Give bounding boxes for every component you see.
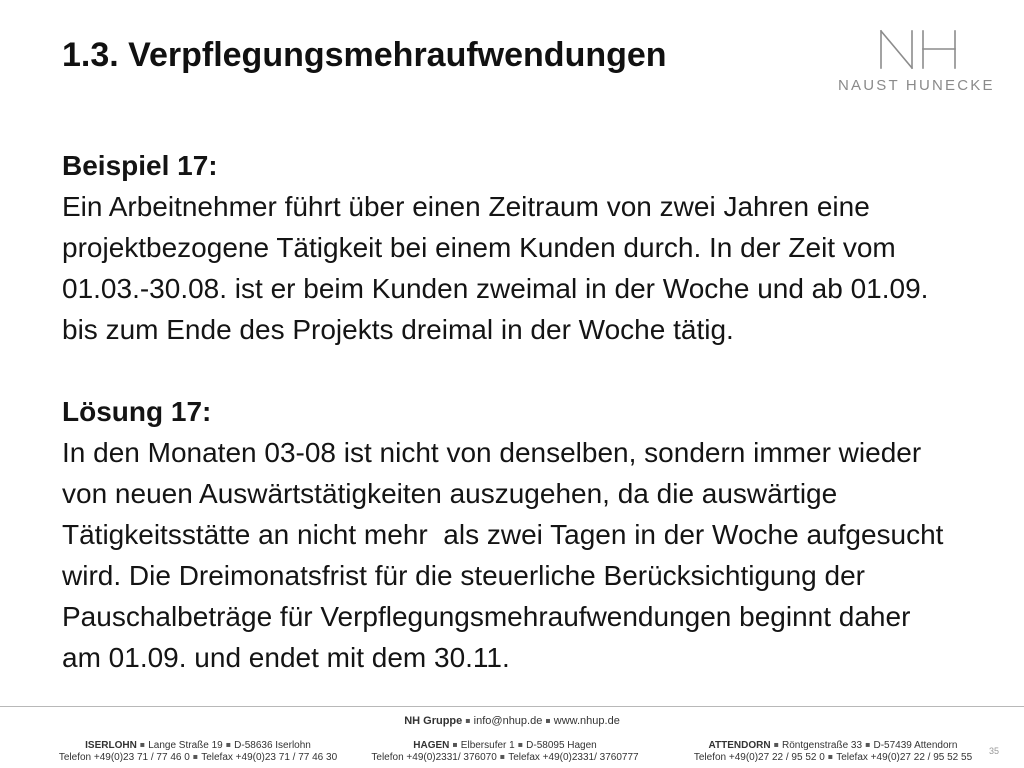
office-street: Lange Straße 19	[148, 740, 223, 751]
example-heading: Beispiel 17:	[62, 150, 218, 181]
separator-bullet: ▪	[192, 752, 199, 761]
office-contact-row	[355, 751, 655, 763]
office-address-row	[683, 739, 983, 751]
office-contact-row	[48, 751, 348, 763]
separator-bullet: ▪	[773, 740, 779, 749]
office-street: Röntgenstraße 33	[782, 740, 863, 751]
nh-logo-monogram	[876, 28, 960, 72]
solution-line: am 01.09. und endet mit dem 30.11.	[62, 642, 510, 673]
separator-bullet: ▪	[465, 716, 471, 725]
office-fax: Telefax +49(0)23 71 / 77 46 30	[201, 752, 338, 763]
office-address-row	[355, 739, 655, 751]
footer-divider	[0, 706, 1024, 707]
separator-bullet: ▪	[545, 716, 551, 725]
slide-title: 1.3. Verpflegungsmehraufwendungen	[62, 36, 667, 74]
office-attendorn	[683, 739, 983, 763]
separator-bullet: ▪	[827, 752, 834, 761]
group-website: www.nhup.de	[553, 715, 620, 727]
separator-bullet: ▪	[139, 740, 146, 749]
example-line: projektbezogene Tätigkeit bei einem Kunden durch. In der Zeit vom	[62, 232, 896, 263]
solution-line: In den Monaten 03-08 ist nicht von denselben, sondern immer wieder	[62, 437, 922, 468]
group-name: NH Gruppe	[404, 715, 463, 727]
office-postal: D-58095 Hagen	[526, 740, 597, 751]
office-city: ISERLOHN	[85, 740, 137, 751]
example-line: Ein Arbeitnehmer führt über einen Zeitraum von zwei Jahren eine	[62, 191, 870, 222]
example-line: bis zum Ende des Projekts dreimal in der Woche tätig.	[62, 314, 734, 345]
office-postal: D-57439 Attendorn	[873, 740, 958, 751]
slide-body	[62, 145, 943, 678]
office-address-row	[48, 739, 348, 751]
solution-line: Pauschalbeträge für Verpflegungsmehraufwendungen beginnt daher	[62, 601, 911, 632]
solution-line: von neuen Auswärtstätigkeiten auszugehen, da die auswärtige	[62, 478, 838, 509]
office-fax: Telefax +49(0)27 22 / 95 52 55	[836, 752, 973, 763]
separator-bullet: ▪	[499, 752, 506, 761]
solution-line: Tätigkeitsstätte an nicht mehr als zwei Tagen in der Woche aufgesucht	[62, 519, 944, 550]
separator-bullet: ▪	[517, 740, 524, 749]
group-email: info@nhup.de	[473, 715, 543, 727]
office-city: ATTENDORN	[708, 740, 771, 751]
separator-bullet: ▪	[452, 740, 458, 749]
page-number: 35	[989, 746, 1000, 756]
office-contact-row	[683, 751, 983, 763]
solution-heading: Lösung 17:	[62, 396, 212, 427]
logo-wordmark: NAUST HUNECKE	[838, 77, 995, 94]
office-iserlohn	[48, 739, 348, 763]
office-fax: Telefax +49(0)2331/ 3760777	[508, 752, 639, 763]
separator-bullet: ▪	[225, 740, 232, 749]
office-phone: Telefon +49(0)2331/ 376070	[371, 752, 497, 763]
footer-group-line	[0, 714, 1024, 728]
office-city: HAGEN	[413, 740, 450, 751]
separator-bullet: ▪	[865, 740, 871, 749]
solution-line: wird. Die Dreimonatsfrist für die steuerliche Berücksichtigung der	[62, 560, 865, 591]
office-phone: Telefon +49(0)23 71 / 77 46 0	[58, 752, 190, 763]
office-postal: D-58636 Iserlohn	[234, 740, 311, 751]
example-line: 01.03.-30.08. ist er beim Kunden zweimal in der Woche und ab 01.09.	[62, 273, 929, 304]
paragraph-spacer	[62, 350, 943, 391]
office-hagen	[355, 739, 655, 763]
office-phone: Telefon +49(0)27 22 / 95 52 0	[693, 752, 825, 763]
office-street: Elbersufer 1	[460, 740, 515, 751]
